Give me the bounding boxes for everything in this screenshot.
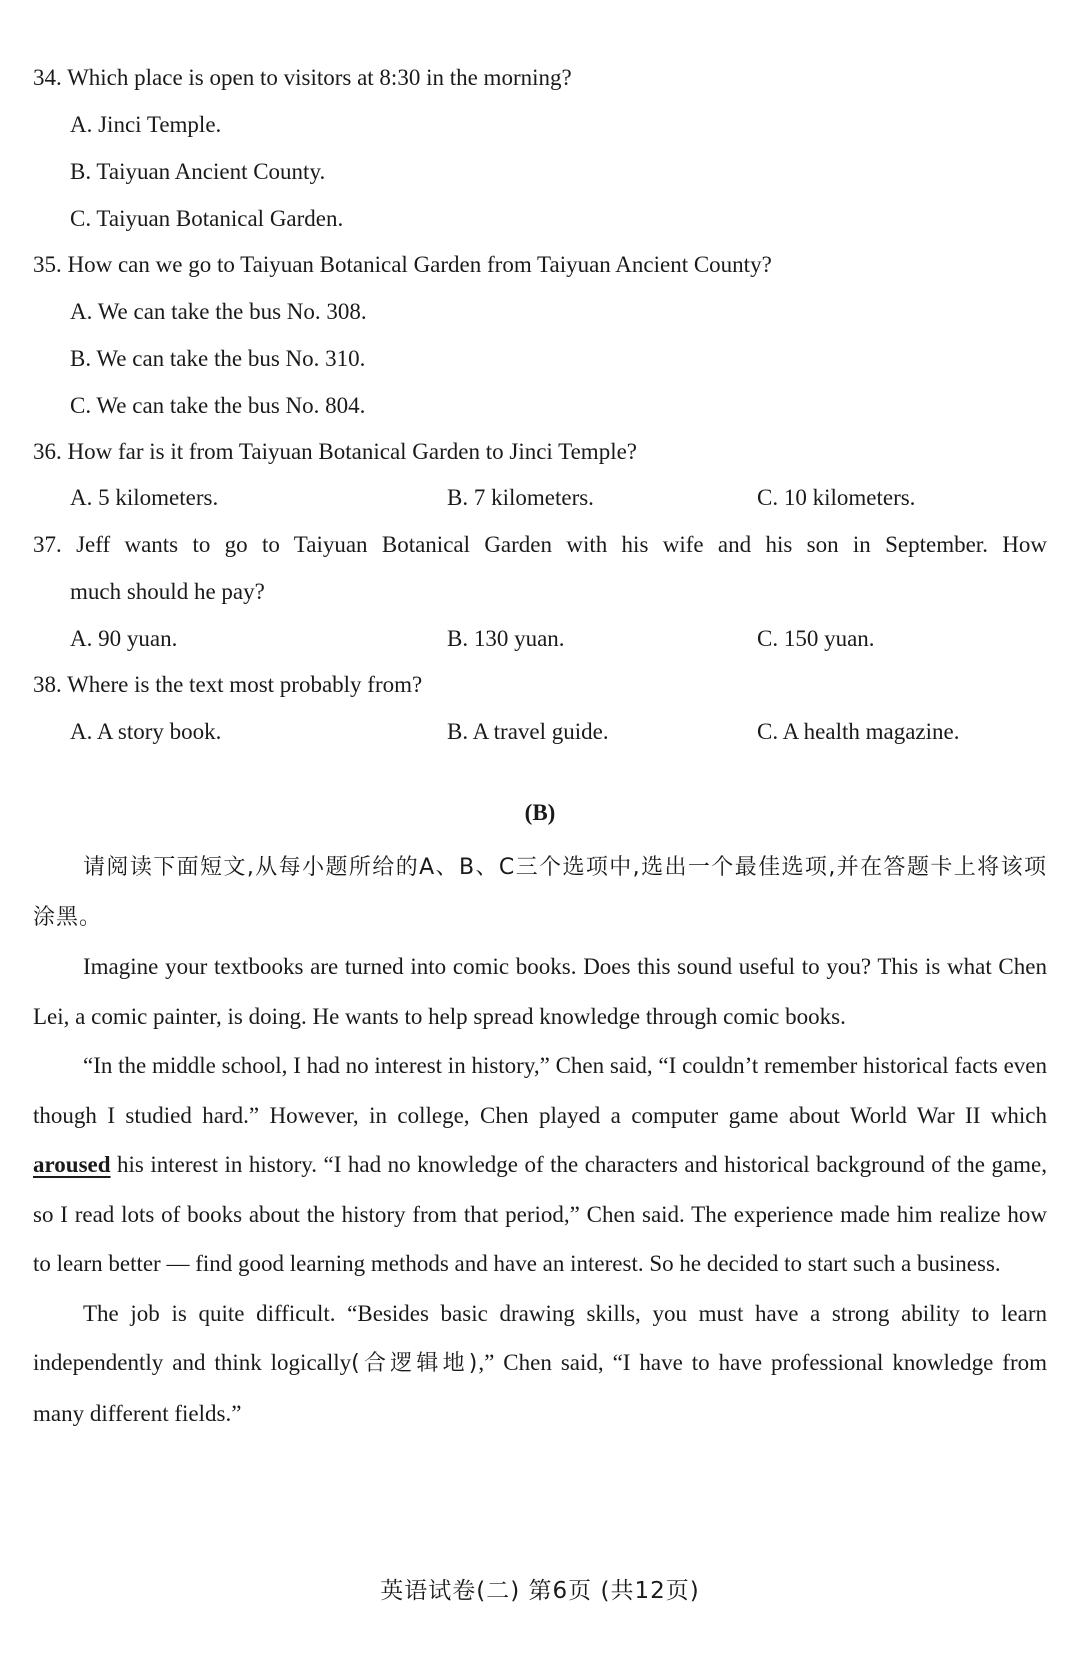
question-35-stem: 35. How can we go to Taiyuan Botanical Garden from Taiyuan Ancient County?: [33, 252, 772, 277]
question-34-option-c: C. Taiyuan Botanical Garden.: [70, 206, 344, 231]
question-36-option-a: A. 5 kilometers.: [70, 485, 219, 510]
question-35-option-a: A. We can take the bus No. 308.: [70, 299, 367, 324]
question-35-option-c: C. We can take the bus No. 804.: [70, 393, 366, 418]
keyword-aroused: aroused: [33, 1152, 111, 1177]
passage-paragraph-2: [33, 1041, 1047, 1289]
paragraph-3-text-start: The job is quite difficult. “Besides basic drawing skills, you must have a strong ability to learn independently and think logically: [33, 1300, 1047, 1375]
paragraph-2-text-end: his interest in history. “I had no knowledge of the characters and historical background of the game, so I read lots of books about the history from that period,” Chen said. The experience made him realize how to learn better — find good learning methods and have an interest. So he decided to start such a business.: [33, 1152, 1047, 1276]
question-37-option-a: A. 90 yuan.: [70, 626, 178, 651]
question-36-option-b: B. 7 kilometers.: [447, 485, 594, 510]
question-34-option-a: A. Jinci Temple.: [70, 112, 222, 137]
paragraph-2-text-start: “In the middle school, I had no interest in history,” Chen said, “I couldn’t remember historical facts even though I studied hard.” However, in college, Chen played a computer game about World War II which: [33, 1053, 1047, 1128]
chinese-gloss: (合逻辑地): [351, 1351, 479, 1376]
question-37-option-b: B. 130 yuan.: [447, 626, 565, 651]
question-34-option-b: B. Taiyuan Ancient County.: [70, 159, 326, 184]
passage-paragraph-1: Imagine your textbooks are turned into comic books. Does this sound useful to you? This is what Chen Lei, a comic painter, is doing. He wants to help spread knowledge through comic books.: [33, 954, 1047, 1029]
question-38-option-a: A. A story book.: [70, 719, 222, 744]
question-36-option-c: C. 10 kilometers.: [757, 485, 916, 510]
question-38-stem: 38. Where is the text most probably from?: [33, 672, 423, 697]
section-b-instruction: 请阅读下面短文,从每小题所给的A、B、C三个选项中,选出一个最佳选项,并在答题卡上将该项涂黑。: [33, 855, 1047, 930]
question-34-stem: 34. Which place is open to visitors at 8:30 in the morning?: [33, 65, 572, 90]
page-footer: 英语试卷(二) 第6页 (共12页): [380, 1578, 700, 1604]
section-b-body: [33, 843, 1047, 1438]
question-38-option-b: B. A travel guide.: [447, 719, 609, 744]
question-37-stem-line1: 37. Jeff wants to go to Taiyuan Botanical Garden with his wife and his son in September. How: [33, 532, 1047, 557]
paragraph-3-text-end: ,” Chen said, “I have to have professional knowledge from many different fields.”: [33, 1350, 1047, 1426]
passage-paragraph-3: [33, 1289, 1047, 1439]
question-36-stem: 36. How far is it from Taiyuan Botanical Garden to Jinci Temple?: [33, 439, 637, 464]
question-38-option-c: C. A health magazine.: [757, 719, 960, 744]
section-b-title: (B): [524, 800, 556, 825]
question-37-stem-line2: much should he pay?: [70, 579, 265, 604]
question-35-option-b: B. We can take the bus No. 310.: [70, 346, 366, 371]
question-37-option-c: C. 150 yuan.: [757, 626, 875, 651]
